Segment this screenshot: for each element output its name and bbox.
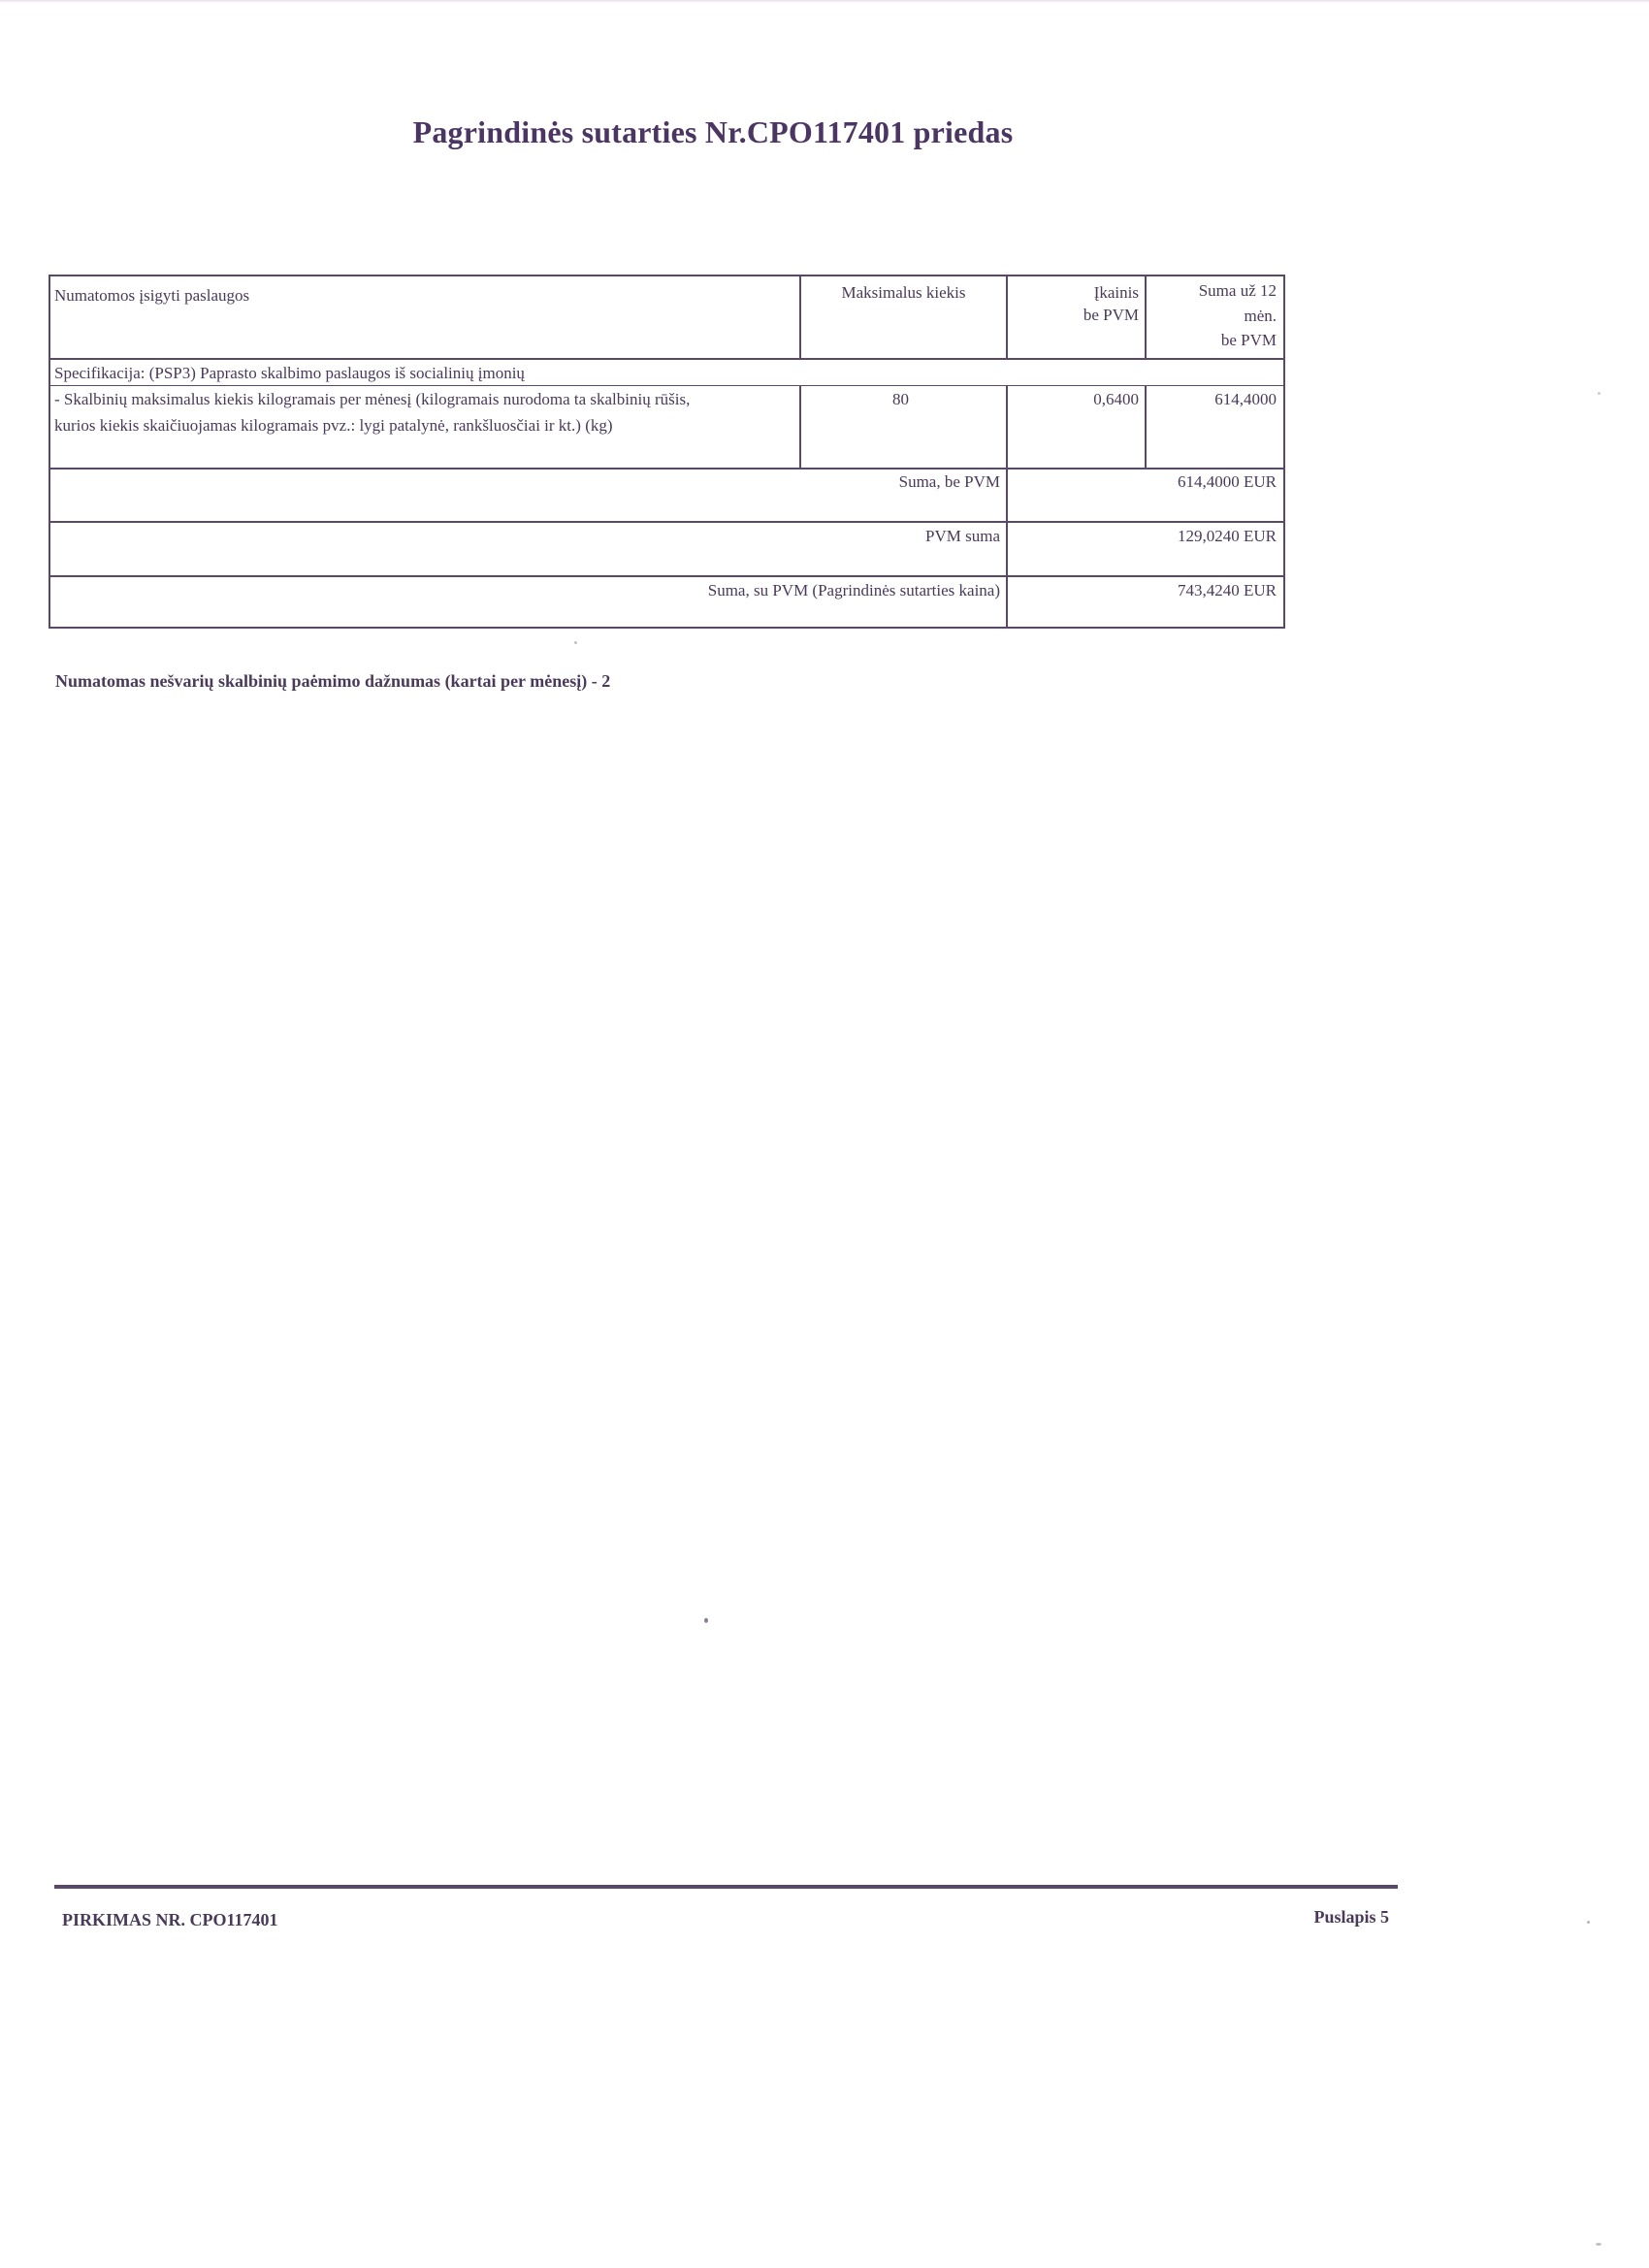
item-max-qty: 80 [892,390,909,408]
header-max-qty: Maksimalus kiekis [841,283,966,302]
total-value-net: 614,4000 EUR [1178,472,1277,491]
table-hline-header-bottom [50,358,1283,360]
header-sum-line2: mėn. [1244,307,1277,325]
services-table [48,275,1285,629]
table-vline-1b [799,385,801,469]
scan-speck [704,1618,708,1623]
total-value-gross: 743,4240 EUR [1178,581,1277,599]
pickup-frequency-note: Numatomas nešvarių skalbinių paėmimo dažnumas (kartai per mėnesį) - 2 [55,671,611,691]
document-title: Pagrindinės sutarties Nr.CPO117401 priedas [412,114,1014,149]
scan-speck [1598,392,1600,395]
item-unit-price: 0,6400 [1093,390,1139,408]
specification-text: Specifikacija: (PSP3) Paprasto skalbimo paslaugos iš socialinių įmonių [54,364,525,382]
footer-page-number: Puslapis 5 [1313,1907,1389,1927]
scan-speck [574,641,577,644]
total-label-net: Suma, be PVM [898,472,1000,491]
total-value-vat: 129,0240 EUR [1178,527,1277,545]
header-price-line1: Įkainis [1093,283,1139,302]
item-description-line2: kurios kiekis skaičiuojamas kilogramais pvz.: lygi patalynė, rankšluosčiai ir kt.) (kg) [54,416,613,435]
item-sum-12m: 614,4000 [1214,390,1277,408]
total-label-gross: Suma, su PVM (Pagrindinės sutarties kaina) [707,581,1000,599]
scan-edge [0,0,1649,3]
header-price-line2: be PVM [1083,306,1139,324]
header-service: Numatomos įsigyti paslaugos [54,286,250,305]
footer-divider [54,1885,1398,1889]
table-hline-item-bottom [50,468,1283,470]
table-vline-2 [1006,276,1008,358]
table-hline-total2-bottom [50,575,1283,577]
item-description-line1: - Skalbinių maksimalus kiekis kilogramais per mėnesį (kilogramais nurodoma ta skalbinių rūšis, [54,390,691,408]
scan-speck [1596,2243,1601,2246]
total-label-vat: PVM suma [925,527,1000,545]
footer-procurement-number: PIRKIMAS NR. CPO117401 [62,1910,278,1929]
scan-speck [1587,1921,1590,1924]
table-hline-total1-bottom [50,521,1283,523]
header-sum-line3: be PVM [1220,331,1277,349]
table-vline-2b [1006,385,1008,627]
header-sum-line1: Suma už 12 [1198,281,1277,300]
table-hline-item-top [50,385,1283,386]
